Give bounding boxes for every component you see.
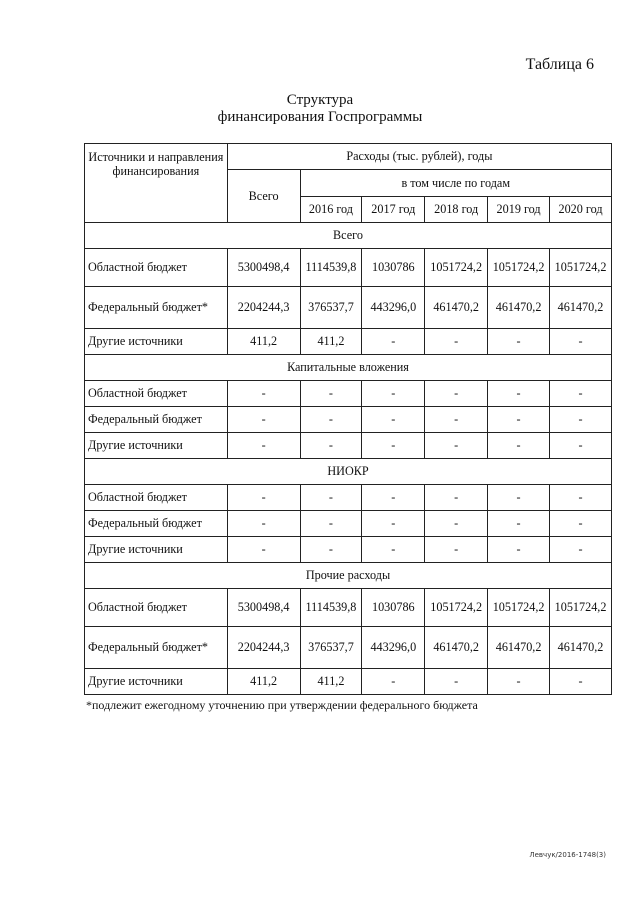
value-cell: - <box>300 381 362 407</box>
value-cell: 1051724,2 <box>425 249 488 287</box>
document-stamp: Левчук/2016-1748(3) <box>529 851 606 859</box>
value-cell: 1051724,2 <box>425 589 488 627</box>
value-cell: - <box>227 537 300 563</box>
row-label: Федеральный бюджет <box>85 511 228 537</box>
value-cell: 461470,2 <box>550 287 612 329</box>
value-cell: - <box>425 407 488 433</box>
section-title: НИОКР <box>85 459 612 485</box>
section-title: Всего <box>85 223 612 249</box>
value-cell: 411,2 <box>227 329 300 355</box>
table-row <box>85 589 612 627</box>
row-label: Федеральный бюджет <box>85 407 228 433</box>
value-cell: - <box>488 511 550 537</box>
table-row <box>85 537 612 563</box>
footnote: *подлежит ежегодному уточнению при утверждении федерального бюджета <box>86 698 478 712</box>
value-cell: - <box>227 433 300 459</box>
title-line-2: финансирования Госпрограммы <box>217 109 423 125</box>
by-years-header: в том числе по годам <box>300 170 612 197</box>
table-header <box>85 144 612 223</box>
title-line-1: Структура <box>286 92 354 108</box>
value-cell: - <box>425 329 488 355</box>
value-cell: - <box>488 329 550 355</box>
year-header: 2017 год <box>362 197 425 223</box>
value-cell: 461470,2 <box>550 627 612 669</box>
row-label: Областной бюджет <box>85 485 228 511</box>
sources-header: Источники и направления финансирования <box>85 144 228 223</box>
value-cell: - <box>488 537 550 563</box>
row-label: Областной бюджет <box>85 589 228 627</box>
table-row <box>85 407 612 433</box>
value-cell: - <box>425 381 488 407</box>
value-cell: 1051724,2 <box>550 249 612 287</box>
value-cell: - <box>550 511 612 537</box>
value-cell: 443296,0 <box>362 287 425 329</box>
value-cell: - <box>425 511 488 537</box>
value-cell: - <box>362 381 425 407</box>
row-label: Другие источники <box>85 329 228 355</box>
value-cell: - <box>425 485 488 511</box>
value-cell: 1114539,8 <box>300 249 362 287</box>
table-row <box>85 249 612 287</box>
value-cell: 461470,2 <box>425 287 488 329</box>
table-title <box>0 92 640 126</box>
row-label: Другие источники <box>85 537 228 563</box>
table-row <box>85 627 612 669</box>
value-cell: 461470,2 <box>488 627 550 669</box>
value-cell: - <box>300 485 362 511</box>
value-cell: 1030786 <box>362 589 425 627</box>
value-cell: - <box>362 669 425 695</box>
table-row <box>85 433 612 459</box>
value-cell: - <box>362 537 425 563</box>
value-cell: - <box>550 669 612 695</box>
value-cell: 1030786 <box>362 249 425 287</box>
value-cell: - <box>550 407 612 433</box>
table-row <box>85 381 612 407</box>
value-cell: 411,2 <box>300 669 362 695</box>
year-header: 2016 год <box>300 197 362 223</box>
value-cell: - <box>550 485 612 511</box>
value-cell: - <box>550 329 612 355</box>
financing-table <box>84 143 612 695</box>
value-cell: 461470,2 <box>488 287 550 329</box>
value-cell: 5300498,4 <box>227 589 300 627</box>
row-label: Областной бюджет <box>85 249 228 287</box>
value-cell: 1051724,2 <box>488 249 550 287</box>
table-row <box>85 329 612 355</box>
value-cell: - <box>488 407 550 433</box>
value-cell: - <box>488 433 550 459</box>
value-cell: - <box>227 381 300 407</box>
value-cell: 1051724,2 <box>488 589 550 627</box>
value-cell: - <box>362 485 425 511</box>
value-cell: - <box>227 407 300 433</box>
expenses-header: Расходы (тыс. рублей), годы <box>227 144 611 170</box>
table-row <box>85 287 612 329</box>
row-label: Другие источники <box>85 433 228 459</box>
year-header: 2020 год <box>550 197 612 223</box>
value-cell: - <box>425 433 488 459</box>
row-label: Другие источники <box>85 669 228 695</box>
row-label: Областной бюджет <box>85 381 228 407</box>
value-cell: - <box>362 511 425 537</box>
value-cell: 1051724,2 <box>550 589 612 627</box>
row-label: Федеральный бюджет* <box>85 287 228 329</box>
value-cell: - <box>227 485 300 511</box>
value-cell: - <box>300 407 362 433</box>
value-cell: - <box>425 669 488 695</box>
value-cell: - <box>488 485 550 511</box>
table-number-label: Таблица 6 <box>525 56 594 73</box>
year-header: 2019 год <box>488 197 550 223</box>
table-body <box>85 223 612 695</box>
value-cell: 2204244,3 <box>227 627 300 669</box>
table-row <box>85 511 612 537</box>
value-cell: 411,2 <box>300 329 362 355</box>
total-header: Всего <box>227 170 300 223</box>
table-row <box>85 669 612 695</box>
year-header: 2018 год <box>425 197 488 223</box>
value-cell: 443296,0 <box>362 627 425 669</box>
value-cell: - <box>362 433 425 459</box>
value-cell: - <box>362 407 425 433</box>
value-cell: - <box>550 433 612 459</box>
value-cell: 2204244,3 <box>227 287 300 329</box>
value-cell: - <box>300 433 362 459</box>
section-title: Капитальные вложения <box>85 355 612 381</box>
value-cell: 376537,7 <box>300 627 362 669</box>
value-cell: 461470,2 <box>425 627 488 669</box>
table-row <box>85 485 612 511</box>
value-cell: - <box>550 381 612 407</box>
value-cell: 411,2 <box>227 669 300 695</box>
section-title: Прочие расходы <box>85 563 612 589</box>
value-cell: - <box>550 537 612 563</box>
value-cell: - <box>300 511 362 537</box>
value-cell: - <box>300 537 362 563</box>
value-cell: - <box>488 669 550 695</box>
value-cell: - <box>362 329 425 355</box>
row-label: Федеральный бюджет* <box>85 627 228 669</box>
value-cell: 376537,7 <box>300 287 362 329</box>
value-cell: 1114539,8 <box>300 589 362 627</box>
value-cell: - <box>488 381 550 407</box>
value-cell: - <box>227 511 300 537</box>
value-cell: 5300498,4 <box>227 249 300 287</box>
value-cell: - <box>425 537 488 563</box>
